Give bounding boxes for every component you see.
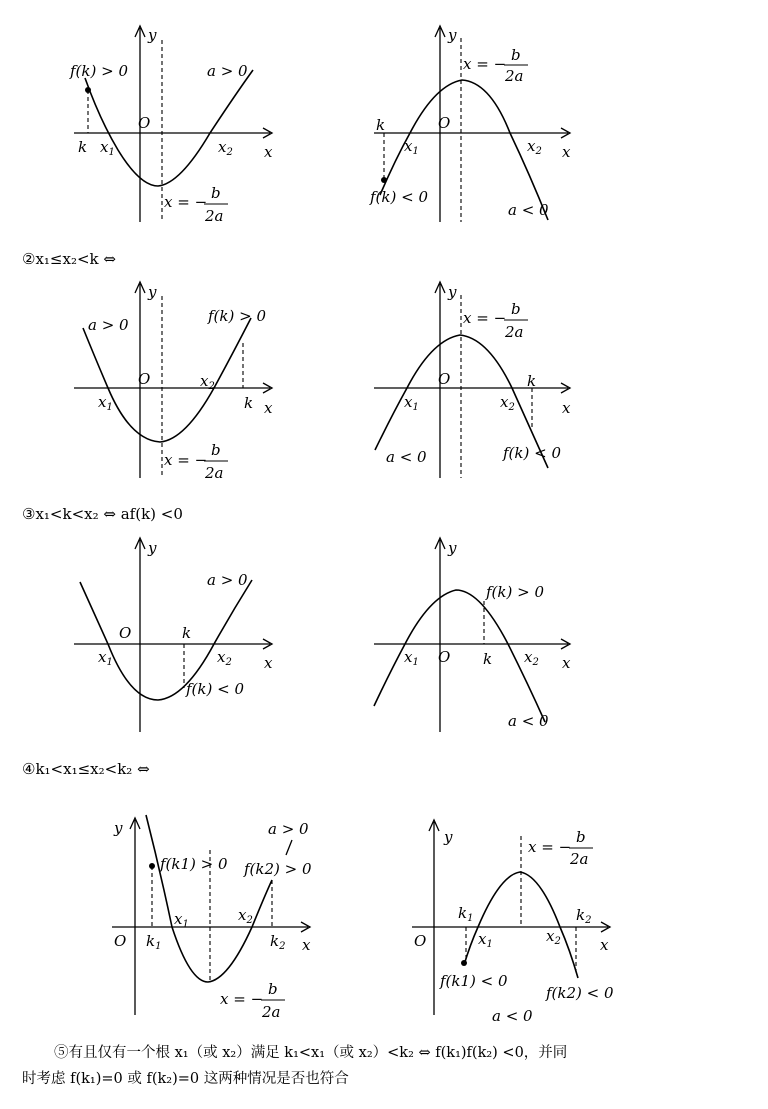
origin-label: O (438, 370, 451, 388)
x2-label: $x_2$ (238, 906, 253, 926)
case-3-caption: ③x₁<k<x₂ ⇔ af(k) <0 (22, 505, 183, 523)
panel-3-upward-k-right (74, 282, 273, 482)
x1-label: $x_1$ (478, 930, 493, 950)
fk-point (381, 177, 387, 183)
fk-label: f(k) < 0 (503, 444, 561, 462)
svg-text:2a: 2a (262, 1003, 281, 1021)
svg-text:2a: 2a (505, 323, 524, 341)
x-label: x (562, 399, 571, 417)
panel-8-downward-two-k (412, 820, 614, 1025)
k1-label: $k_1$ (458, 904, 474, 924)
origin-label: O (114, 932, 127, 950)
svg-text:b: b (511, 300, 521, 318)
fk1-point (149, 863, 155, 869)
x1-label: $x_1$ (98, 393, 113, 413)
y-label: y (148, 283, 157, 301)
a-sign-label: a > 0 (268, 820, 309, 838)
svg-text:x = −: x = − (463, 55, 507, 73)
y-label: y (448, 539, 457, 557)
y-label: y (114, 819, 123, 837)
vertex-formula (164, 441, 228, 482)
fk1-label: f(k1) > 0 (160, 855, 228, 873)
y-label: y (444, 828, 453, 846)
svg-text:x = −: x = − (220, 990, 264, 1008)
x2-label: $x_2$ (218, 138, 233, 158)
vertex-formula (463, 46, 528, 85)
x-label: x (264, 399, 273, 417)
fk2-label: f(k2) < 0 (546, 984, 614, 1002)
panel-4-downward-k-right (374, 282, 571, 478)
x1-label: $x_1$ (100, 138, 115, 158)
parabola-curve (83, 318, 254, 442)
svg-text:x = −: x = − (463, 309, 507, 327)
x-label: x (264, 143, 273, 161)
x1-label: $x_1$ (174, 910, 189, 930)
panel-1-upward-k-left (69, 26, 273, 225)
svg-text:b: b (511, 46, 521, 64)
panel-7-upward-two-k (112, 815, 312, 1021)
parabola-curve (85, 70, 253, 186)
panel-2-downward-k-left (369, 26, 571, 222)
panel-5-upward-k-between (74, 538, 273, 732)
case-5-note (22, 1040, 752, 1092)
case-5-line-1: ⑤有且仅有一个根 x₁（或 x₂）满足 k₁<x₁（或 x₂）<k₂ ⇔ f(k₁)f(k₂) <0，并同 (54, 1045, 568, 1061)
k-label: k (376, 116, 386, 134)
fk-label: f(k) > 0 (70, 62, 128, 80)
case-5-line-2: 时考虑 f(k₁)=0 或 f(k₂)=0 这两种情况是否也符合 (22, 1071, 349, 1087)
k-label: k (78, 138, 88, 156)
vertex-formula (164, 184, 228, 225)
fk1-point (461, 960, 467, 966)
x-label: x (600, 936, 609, 954)
x-label: x (264, 654, 273, 672)
svg-text:2a: 2a (205, 464, 224, 482)
x1-label: $x_1$ (404, 648, 419, 668)
origin-label: O (138, 370, 151, 388)
k-label: k (244, 394, 254, 412)
origin-label: O (438, 114, 451, 132)
k1-label: $k_1$ (146, 932, 162, 952)
fk-label: f(k) < 0 (370, 188, 428, 206)
y-label: y (148, 539, 157, 557)
vertex-formula (463, 300, 528, 341)
x-label: x (562, 654, 571, 672)
svg-text:b: b (211, 184, 221, 202)
svg-text:x = −: x = − (528, 838, 572, 856)
a-sign-label: a < 0 (492, 1007, 533, 1025)
k2-label: $k_2$ (270, 932, 286, 952)
k-label: k (527, 372, 537, 390)
k2-label: $k_2$ (576, 906, 592, 926)
svg-text:b: b (268, 980, 278, 998)
case-4-caption: ④k₁<x₁≤x₂<k₂ ⇔ (22, 760, 150, 778)
svg-text:2a: 2a (505, 67, 524, 85)
a-sign-label: a < 0 (508, 712, 549, 730)
fk-label: f(k) < 0 (186, 680, 244, 698)
x2-label: $x_2$ (527, 137, 542, 157)
x1-label: $x_1$ (404, 137, 419, 157)
x2-label: $x_2$ (217, 648, 232, 668)
origin-label: O (138, 114, 151, 132)
svg-text:x = −: x = − (164, 451, 208, 469)
parabola-curve (146, 815, 272, 982)
parabola-curve (374, 590, 545, 722)
a-sign-label: a > 0 (207, 62, 248, 80)
fk-label: f(k) > 0 (486, 583, 544, 601)
svg-text:2a: 2a (570, 850, 589, 868)
svg-text:b: b (211, 441, 221, 459)
x-label: x (302, 936, 311, 954)
vertex-formula (528, 828, 593, 868)
a-sign-label: a > 0 (207, 571, 248, 589)
fk2-label: f(k2) > 0 (244, 860, 312, 878)
x2-label: $x_2$ (200, 372, 215, 392)
origin-label: O (438, 648, 451, 666)
vertex-formula (220, 980, 285, 1021)
x1-label: $x_1$ (98, 648, 113, 668)
k-label: k (483, 650, 493, 668)
svg-text:2a: 2a (205, 207, 224, 225)
y-label: y (148, 26, 157, 44)
x-label: x (562, 143, 571, 161)
fk-label: f(k) > 0 (208, 307, 266, 325)
svg-text:x = −: x = − (164, 193, 208, 211)
y-label: y (448, 26, 457, 44)
a-sign-label: a < 0 (386, 448, 427, 466)
a-sign-label: a > 0 (88, 316, 129, 334)
x2-label: $x_2$ (524, 648, 539, 668)
fk1-label: f(k1) < 0 (440, 972, 508, 990)
case-2-caption: ②x₁≤x₂<k ⇔ (22, 250, 116, 268)
y-label: y (448, 283, 457, 301)
a-sign-label: a < 0 (508, 201, 549, 219)
a-sign-pointer (286, 840, 292, 855)
fk-point (85, 87, 91, 93)
x2-label: $x_2$ (500, 393, 515, 413)
x2-label: $x_2$ (546, 927, 561, 947)
origin-label: O (119, 624, 132, 642)
panel-6-downward-k-between (374, 538, 571, 732)
x1-label: $x_1$ (404, 393, 419, 413)
k-label: k (182, 624, 192, 642)
origin-label: O (414, 932, 427, 950)
svg-text:b: b (576, 828, 586, 846)
